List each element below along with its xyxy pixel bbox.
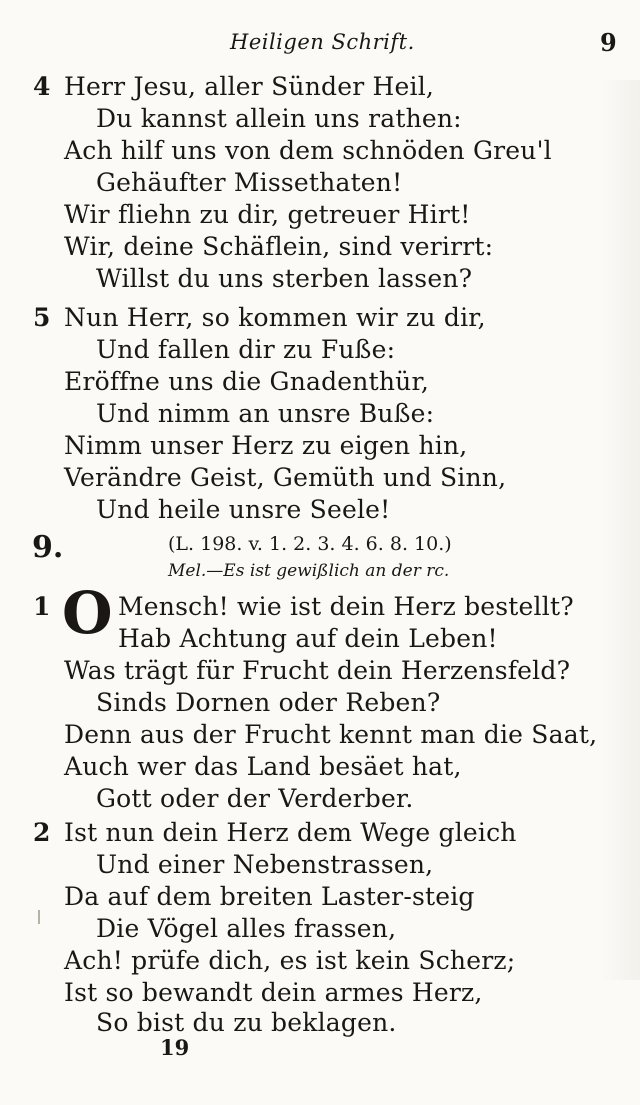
verse-line: Eröffne uns die Gnadenthür, [64,367,429,396]
page-number: 9 [600,28,617,57]
verse-line: Ist nun dein Herz dem Wege gleich [64,818,517,847]
verse-line: Ach hilf uns von dem schnöden Greu'l [64,136,552,165]
stanza-number: 1 [33,592,51,621]
verse-line: Auch wer das Land besäet hat, [64,752,462,781]
verse-line: Gott oder der Verderber. [96,784,414,813]
verse-line: Du kannst allein uns rathen: [96,104,462,133]
verse-line: So bist du zu beklagen. [96,1008,397,1037]
verse-line: Hab Achtung auf dein Leben! [118,624,498,653]
signature-mark: 19 [160,1035,190,1060]
verse-line: Und fallen dir zu Fuße: [96,335,396,364]
hymn-number: 9. [32,530,64,565]
verse-line: Und heile unsre Seele! [96,495,391,524]
verse-line: Ist so bewandt dein armes Herz, [64,978,483,1007]
verse-line: Nun Herr, so kommen wir zu dir, [64,303,486,332]
running-head [0,28,640,62]
stanza-number: 2 [33,818,51,847]
show-through-shade [600,80,640,980]
verse-line: Denn aus der Frucht kennt man die Saat, [64,720,598,749]
verse-line: Was trägt für Frucht dein Herzensfeld? [64,656,571,685]
ink-speck [38,910,40,924]
verse-line: Und einer Nebenstrassen, [96,850,434,879]
verse-line: Ach! prüfe dich, es ist kein Scherz; [64,946,516,975]
verse-line: Nimm unser Herz zu eigen hin, [64,431,468,460]
verse-line: Willst du uns sterben lassen? [96,264,473,293]
hymn-reference: (L. 198. v. 1. 2. 3. 4. 6. 8. 10.) [168,533,452,555]
verse-line: Die Vögel alles frassen, [96,914,397,943]
verse-line: Und nimm an unsre Buße: [96,399,435,428]
verse-line: Da auf dem breiten Laster-steig [64,882,475,911]
verse-line: Wir, deine Schäflein, sind verirrt: [64,232,494,261]
stanza-number: 4 [33,72,51,101]
dropcap-initial: O [62,579,113,647]
running-title: Heiligen Schrift. [230,30,415,54]
verse-line: Mensch! wie ist dein Herz bestellt? [118,592,574,621]
verse-line: Gehäufter Missethaten! [96,168,403,197]
verse-line: Herr Jesu, aller Sünder Heil, [64,72,435,101]
verse-line: Sinds Dornen oder Reben? [96,688,441,717]
stanza-number: 5 [33,303,51,332]
verse-line: Wir fliehn zu dir, getreuer Hirt! [64,200,471,229]
verse-line: Verändre Geist, Gemüth und Sinn, [64,463,507,492]
hymn-melody: Mel.—Es ist gewißlich an der rc. [168,561,450,581]
